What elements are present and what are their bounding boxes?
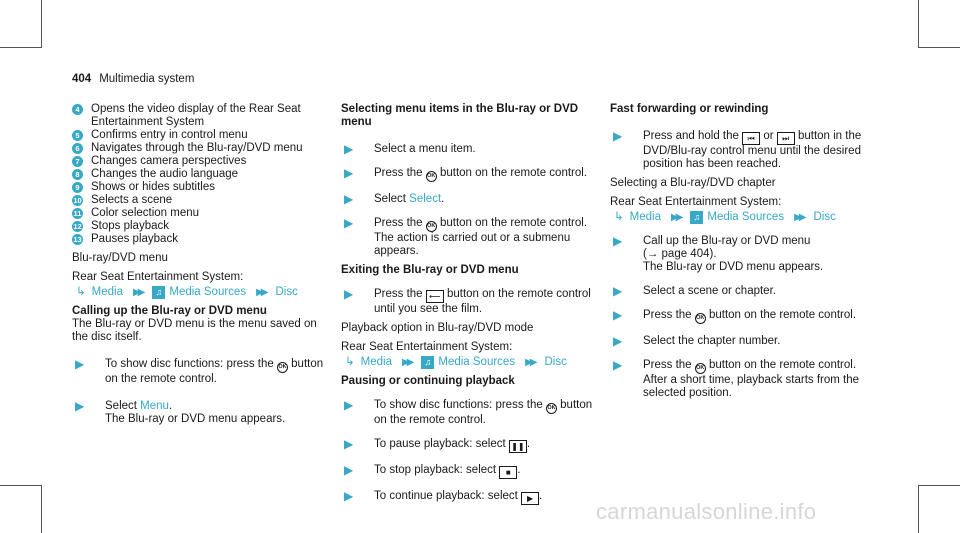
section-title: Multimedia system [99,73,195,85]
list-item [72,155,330,168]
column-right [610,103,875,400]
item-text: Color selection menu [91,207,200,219]
item-badge: 10 [73,196,82,205]
item-text: Stops playback [91,220,169,232]
step-arrow-icon: ▶ [344,398,354,412]
list-item [72,103,330,129]
breadcrumb-media[interactable]: Media [629,211,661,223]
instruction-step: ▶ Select a scene or chapter. [610,285,875,298]
step-arrow-icon: ▶ [344,437,354,451]
list-item [72,142,330,155]
skip-forward-icon: ⏭ [777,132,795,145]
item-badge: 8 [72,169,83,180]
item-badge: 13 [73,235,82,244]
step-arrow-icon: ▶ [613,284,623,298]
item-badge: 4 [72,104,83,115]
instruction-step: ▶ Press the OK button on the remote control. [341,167,599,182]
step-arrow-icon: ▶ [344,216,354,230]
breadcrumb-disc[interactable]: Disc [813,211,836,223]
ok-button-icon: OK [695,363,706,374]
item-badge: 5 [72,130,83,141]
instruction-step: ▶ To pause playback: select ❚❚ . [341,438,599,453]
item-badge: 12 [73,222,82,231]
page-number: 404 [72,73,92,85]
intro-text: The Blu-ray or DVD menu is the menu saved on the disc itself. [72,318,317,343]
breadcrumb-disc[interactable]: Disc [544,356,567,368]
section-heading: Exiting the Blu-ray or DVD menu [341,264,519,276]
crop-mark [918,47,960,48]
step-arrow-icon: ▶ [75,357,85,371]
menu-title: Blu-ray/DVD menu [72,252,168,264]
ok-button-icon: OK [695,313,706,324]
ok-button-icon: OK [426,171,437,182]
chevron-right-icon: ▶▶ [525,357,535,368]
instruction-step: ▶ Press the OK button on the remote control. The action is carried out or a submenu appears. [341,217,599,258]
crop-mark [0,47,41,48]
breadcrumb-media[interactable]: Media [91,286,123,298]
chevron-right-icon: ▶▶ [256,287,266,298]
crop-mark [41,0,42,48]
step-arrow-icon: ▶ [613,308,623,322]
chevron-right-icon: ▶▶ [401,357,412,368]
instruction-step: ▶ Select Select. [341,193,599,206]
step-arrow-icon: ▶ [75,399,85,413]
page-header [72,73,194,86]
instruction-step: ▶ Press the ⟵ button on the remote control until you see the film. [341,288,599,316]
breadcrumb-disc[interactable]: Disc [275,286,298,298]
crop-mark [918,0,919,48]
list-item [72,181,330,194]
step-arrow-icon: ▶ [613,334,623,348]
section-heading: Pausing or continuing playback [341,375,515,387]
breadcrumb [610,211,875,224]
step-arrow-icon: ▶ [613,358,623,372]
media-sources-icon: ♫ [152,286,165,299]
item-badge: 9 [72,182,83,193]
chapter-label: Selecting a Blu-ray/DVD chapter [610,177,776,189]
rse-label: Rear Seat Entertainment System: [341,341,513,353]
section-heading: Selecting menu items in the Blu-ray or DVD menu [341,103,579,128]
chevron-right-icon: ▶▶ [670,212,681,223]
return-arrow-icon: ↳ [76,286,86,298]
play-icon: ▶ [521,492,539,505]
ok-button-icon: OK [426,221,437,232]
list-item [72,129,330,142]
item-text: Pauses playback [91,233,178,245]
item-text: Changes the audio language [91,168,239,180]
step-arrow-icon: ▶ [344,463,354,477]
step-arrow-icon: ▶ [613,129,623,143]
watermark: carmanualsonline.info [596,499,817,524]
item-text: Confirms entry in control menu [91,129,248,141]
item-text: Selects a scene [91,194,173,206]
instruction-step: ▶ Press the OK button on the remote control. [610,309,875,324]
section-heading: Fast forwarding or rewinding [610,103,769,115]
breadcrumb [72,286,330,299]
return-arrow-icon: ↳ [614,211,624,223]
instruction-step: ▶ Call up the Blu-ray or DVD menu (→ page 404). The Blu-ray or DVD menu appears. [610,235,875,274]
list-item [72,194,330,207]
section-heading: Calling up the Blu-ray or DVD menu [72,305,267,317]
instruction-step: ▶ Press and hold the ⏮ or ⏭ button in the DVD/Blu-ray control menu until the desired position has been reached. [610,130,875,171]
ok-button-icon: OK [546,403,557,414]
breadcrumb [341,356,599,369]
crop-mark [41,485,42,533]
step-arrow-icon: ▶ [613,234,623,248]
chevron-right-icon: ▶▶ [794,212,804,223]
instruction-step: ▶ To stop playback: select ■ . [341,464,599,479]
breadcrumb-media-sources[interactable]: Media Sources [438,356,516,368]
item-text: Shows or hides subtitles [91,181,216,193]
instruction-step: ▶ To show disc functions: press the OK button on the remote control. [341,399,599,427]
step-arrow-icon: ▶ [344,166,354,180]
media-sources-icon: ♫ [690,211,703,224]
instruction-step: ▶ Select the chapter number. [610,335,875,348]
column-left [72,103,330,426]
pause-icon: ❚❚ [509,440,527,453]
instruction-step: ▶ Press the OK button on the remote control. After a short time, playback starts from the selected position. [610,359,875,400]
return-arrow-icon: ↳ [345,356,355,368]
rse-label: Rear Seat Entertainment System: [610,196,782,208]
skip-back-icon: ⏮ [742,132,760,145]
instruction-step: ▶ Select Menu. The Blu-ray or DVD menu appears. [72,400,330,426]
page-reference[interactable]: (→ page 404). [643,248,717,260]
media-sources-icon: ♫ [421,356,434,369]
breadcrumb-media[interactable]: Media [360,356,392,368]
breadcrumb-media-sources[interactable]: Media Sources [707,211,785,223]
list-item [72,233,330,246]
back-button-icon: ⟵ [426,290,444,303]
instruction-step: ▶ Select a menu item. [341,143,599,156]
instruction-step: ▶ To show disc functions: press the OK button on the remote control. [72,358,330,386]
stop-icon: ■ [499,466,517,479]
step-arrow-icon: ▶ [344,192,354,206]
step-arrow-icon: ▶ [344,489,354,503]
item-badge: 7 [72,156,83,167]
item-text: Changes camera perspectives [91,155,247,167]
item-text: Opens the video display of the Rear Seat Entertainment System [91,103,301,128]
crop-mark [0,485,41,486]
item-text: Navigates through the Blu-ray/DVD menu [91,142,303,154]
select-link[interactable]: Select [409,193,442,205]
rse-label: Rear Seat Entertainment System: [72,271,244,283]
crop-mark [918,485,960,486]
step-arrow-icon: ▶ [344,142,354,156]
list-item [72,220,330,233]
item-badge: 11 [73,209,82,218]
playback-label: Playback option in Blu-ray/DVD mode [341,322,534,334]
menu-link[interactable]: Menu [140,400,169,412]
step-arrow-icon: ▶ [344,287,354,301]
column-middle [341,103,599,505]
list-item [72,168,330,181]
chevron-right-icon: ▶▶ [132,287,143,298]
breadcrumb-media-sources[interactable]: Media Sources [169,286,247,298]
instruction-step: ▶ To continue playback: select ▶ . [341,490,599,505]
list-item [72,207,330,220]
item-badge: 6 [72,143,83,154]
crop-mark [918,485,919,533]
ok-button-icon: OK [277,362,288,373]
